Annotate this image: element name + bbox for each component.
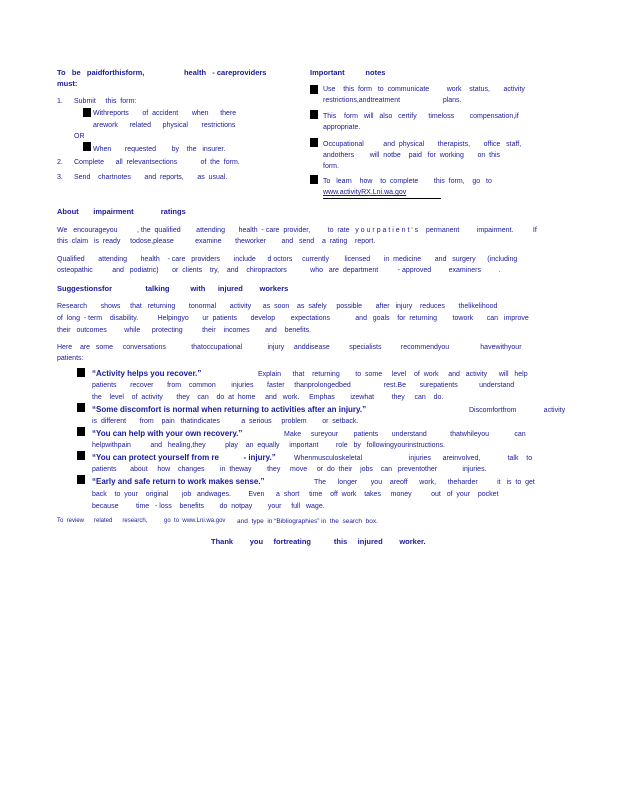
- bullet-square-icon: [310, 110, 318, 119]
- bullet-square-icon: [77, 403, 85, 412]
- list-item: arework related physical restrictions: [93, 122, 236, 129]
- quote-text: Make sureyour patients understand thatwhileyou can: [284, 431, 526, 438]
- thank-you-text: Thank you fortreating this injured worker.: [211, 537, 426, 546]
- note-text: Use this form to communicate work status, activity: [323, 86, 525, 93]
- quote-text: Discomfortfrom activity: [469, 407, 566, 414]
- suggestions-text: their outcomes while protecting their incomes and benefits.: [57, 327, 312, 334]
- payment-title-cont: must:: [57, 79, 78, 88]
- quote-heading: “You can help with your own recovery.”: [92, 429, 243, 438]
- quote-heading: “Some discomfort is normal when returning to activities after an injury.”: [92, 405, 367, 414]
- note-text: appropriate.: [323, 124, 361, 131]
- suggestions-text: Research shows that returning tonormal activity as soon as safely possible after injury reduces thelikelihood: [57, 303, 498, 310]
- quote-text: Explain that returning to some level of work and activity will help: [258, 371, 528, 378]
- bullet-square-icon: [83, 142, 91, 151]
- bullet-square-icon: [310, 175, 318, 184]
- quote-text: helpwithpain and healing,they play an equally important role by followingyourinstructions.: [92, 442, 445, 449]
- about-text: osteopathic and podiatric) or clients try, and chiropractors who are department - approved examiners .: [57, 267, 501, 274]
- quote-heading: “Early and safe return to work makes sense.”: [92, 477, 265, 486]
- list-item: Submit this form:: [74, 98, 137, 105]
- payment-title: To be paidforthisform, health - careproviders: [57, 68, 267, 77]
- note-text: This form will also certify timeloss compensation,if: [323, 113, 519, 120]
- quote-text: Whenmusculoskeletal injuries areinvolved, talk to: [294, 455, 533, 462]
- bullet-square-icon: [77, 451, 85, 460]
- review-text: To review related research, go to www.Lni.wa.gov: [57, 518, 226, 524]
- note-text: Occupational and physical therapists, office staff,: [323, 141, 522, 148]
- bullet-square-icon: [83, 108, 91, 117]
- quote-text: is different from pain thatindicates a serious problem or setback.: [92, 418, 359, 425]
- suggestions-text: of long - term disability. Helpingyo ur patients develop expectations and goals for returning towork can improve: [57, 315, 529, 322]
- about-text: We encourageyou , the qualified attending health - care provider, to rate y o u r p a t i e n t ' s permanent impairment. If: [57, 227, 537, 234]
- suggestions-text: Here are some conversations thatoccupational injury anddisease specialists recommendyou havewithyour: [57, 344, 522, 351]
- quote-text: back to your original job andwages. Even a short time off work takes money out of your pocket: [92, 491, 499, 498]
- list-item: OR: [74, 133, 85, 140]
- note-text: To learn how to complete this form, go to: [323, 178, 492, 185]
- note-text: form.: [323, 163, 339, 170]
- divider-rule: [323, 198, 441, 199]
- suggestions-text: patients:: [57, 355, 84, 362]
- quote-heading: “Activity helps you recover.”: [92, 369, 202, 378]
- item-number: 2.: [57, 159, 63, 166]
- suggestions-title: Suggestionsfor talking with injured workers: [57, 284, 289, 293]
- about-text: this claim is ready todose,please examine theworker and send a rating report.: [57, 238, 376, 245]
- list-item: Complete all relevantsections of the form.: [74, 159, 240, 166]
- note-text: andothers will notbe paid for working on this: [323, 152, 501, 159]
- item-number: 1.: [57, 98, 63, 105]
- quote-text: patients recover from common injuries faster thanprolongedbed rest.Be surepatients understand: [92, 382, 515, 389]
- quote-text: The longer you areoff work, theharder it is to get: [314, 479, 535, 486]
- quote-text: patients about how changes in theway they move or do their jobs can preventother injuries.: [92, 466, 487, 473]
- notes-title: Important notes: [310, 68, 386, 77]
- quote-heading: “You can protect yourself from re - injury.”: [92, 453, 276, 462]
- list-item: Send chartnotes and reports, as usual.: [74, 174, 228, 181]
- bullet-square-icon: [77, 475, 85, 484]
- quote-text: the level of activity they can do at home and work. Emphas izewhat they can do.: [92, 394, 444, 401]
- bullet-square-icon: [310, 138, 318, 147]
- list-item: Withreports of accident when there: [93, 110, 237, 117]
- review-text-cont: and type in “Bibliographies” in the search box.: [237, 518, 378, 525]
- bullet-square-icon: [77, 427, 85, 436]
- bullet-square-icon: [77, 368, 85, 377]
- note-text: restrictions,andtreatment plans.: [323, 97, 462, 104]
- about-title: About impairment ratings: [57, 207, 186, 216]
- about-text: Qualified attending health - care providers include d octors currently licensed in medicine and surgery (including: [57, 256, 518, 263]
- list-item: When requested by the insurer.: [93, 146, 226, 153]
- activityrx-link[interactable]: www.activityRX.Lni.wa.gov: [323, 189, 407, 196]
- item-number: 3.: [57, 174, 63, 181]
- quote-text: because time - loss benefits do notpay your full wage.: [92, 503, 325, 510]
- bullet-square-icon: [310, 85, 318, 94]
